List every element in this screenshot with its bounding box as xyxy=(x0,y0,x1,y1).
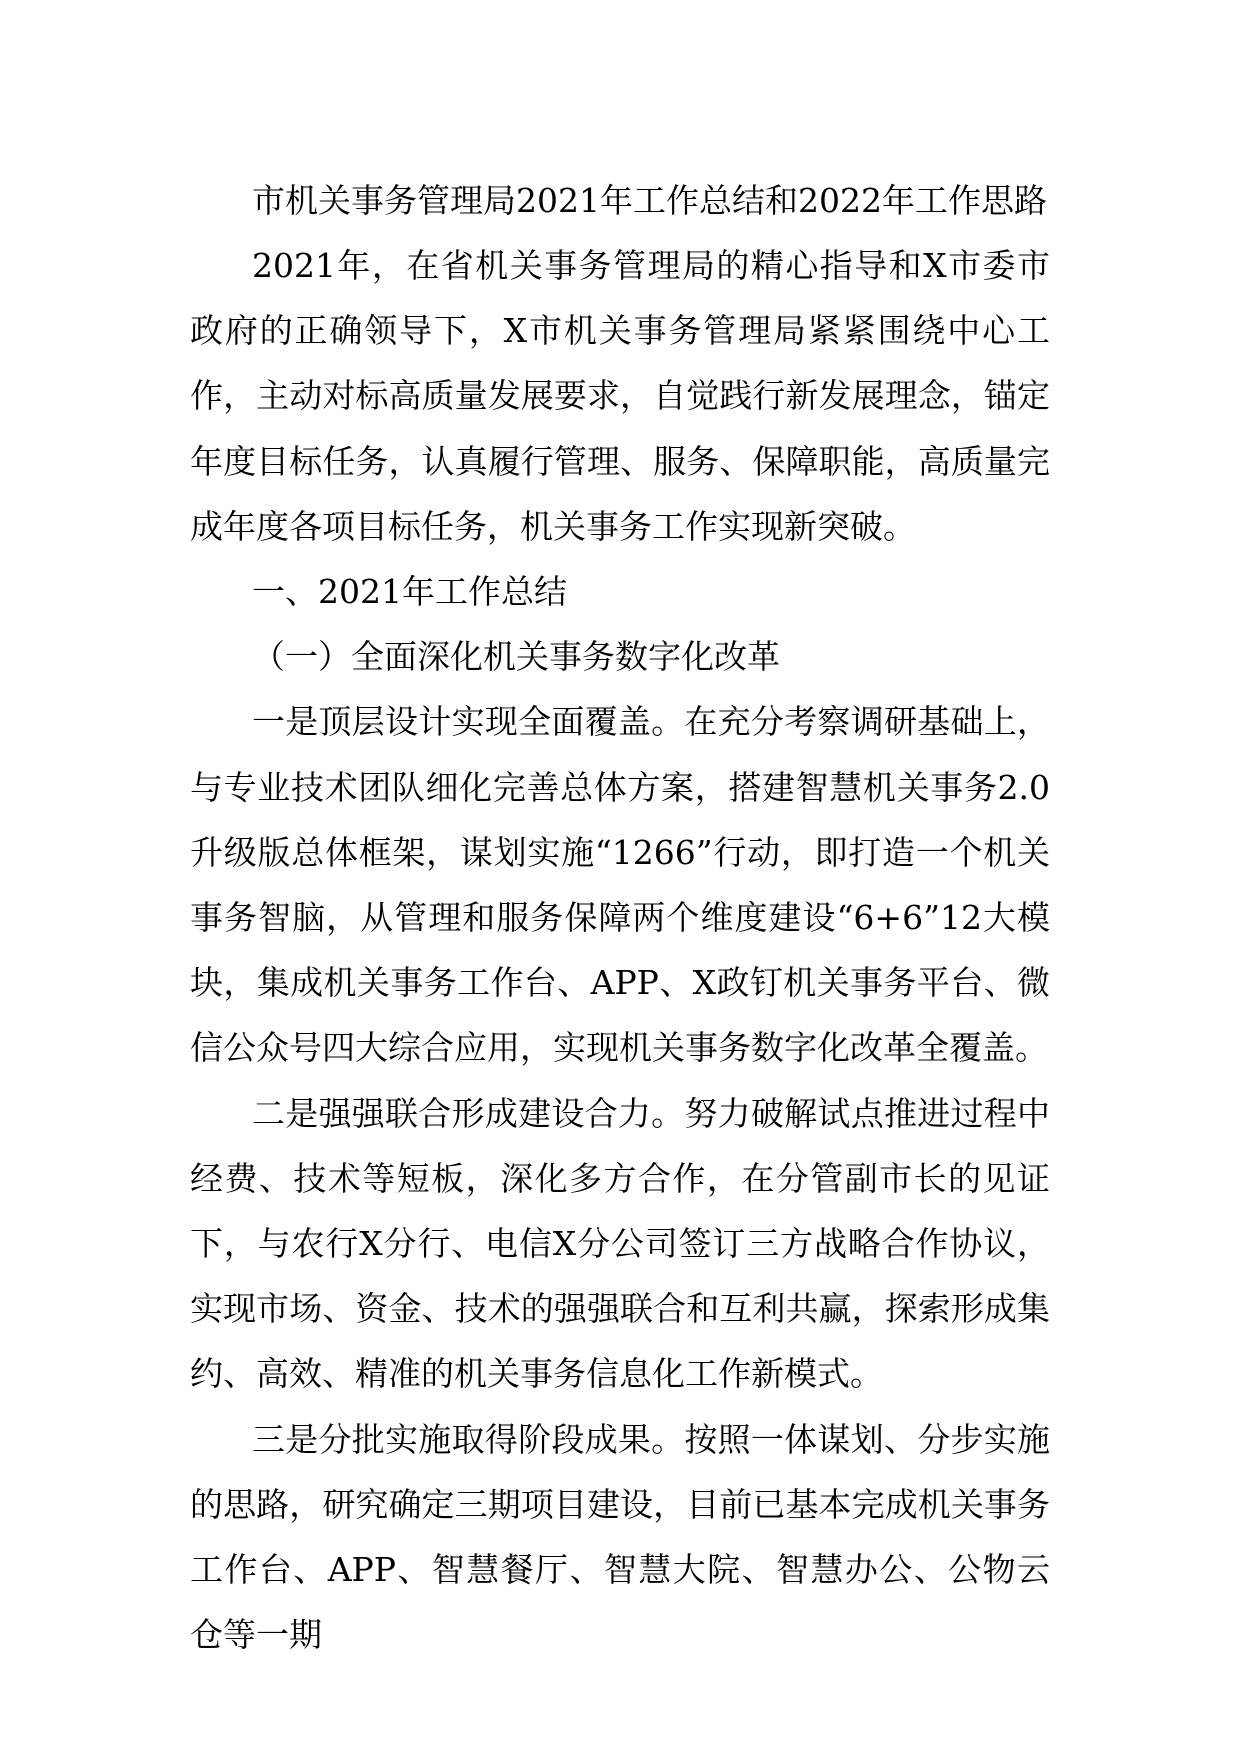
intro-paragraph: 2021年，在省机关事务管理局的精心指导和X市委市政府的正确领导下，X市机关事务管理局紧紧围绕中心工作，主动对标高质量发展要求，自觉践行新发展理念，锚定年度目标任务，认真履行管理、服务、保障职能，高质量完成年度各项目标任务，机关事务工作实现新突破。 xyxy=(190,246,1050,546)
body-paragraph-3: 三是分批实施取得阶段成果。按照一体谋划、分步实施的思路，研究确定三期项目建设，目前已基本完成机关事务工作台、APP、智慧餐厅、智慧大院、智慧办公、公物云仓等一期 xyxy=(190,1419,1050,1655)
section-heading: 一、2021年工作总结 xyxy=(252,572,567,612)
document-title: 市机关事务管理局2021年工作总结和2022年工作思路 xyxy=(252,181,1047,220)
body-paragraph-2: 二是强强联合形成建设合力。努力破解试点推进过程中经费、技术等短板，深化多方合作，在分管副市长的见证下，与农行X分行、电信X分公司签订三方战略合作协议，实现市场、资金、技术的强强联合和互利共赢，探索形成集约、高效、精准的机关事务信息化工作新模式。 xyxy=(190,1093,1050,1394)
subsection-heading: （一）全面深化机关事务数字化改革 xyxy=(252,637,780,677)
body-paragraph-1: 一是顶层设计实现全面覆盖。在充分考察调研基础上，与专业技术团队细化完善总体方案，搭建智慧机关事务2.0升级版总体框架，谋划实施“1266”行动，即打造一个机关事务智脑，从管理和服务保障两个维度建设“6+6”12大模块，集成机关事务工作台、APP、X政钉机关事务平台、微信公众号四大综合应用，实现机关事务数字化改革全覆盖。 xyxy=(190,702,1050,1068)
document-body xyxy=(190,168,1050,1667)
